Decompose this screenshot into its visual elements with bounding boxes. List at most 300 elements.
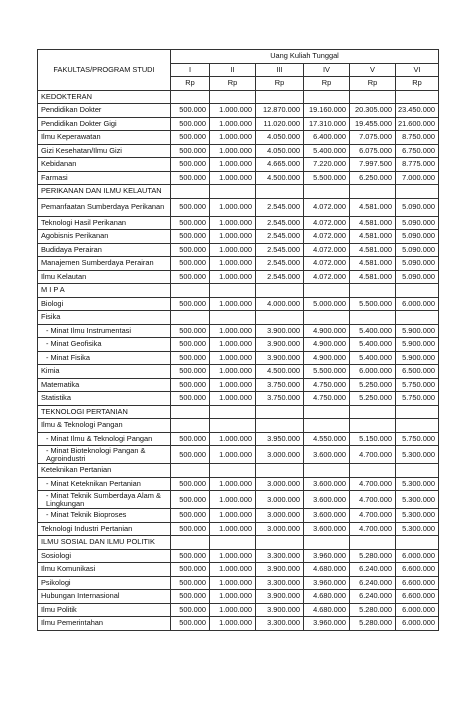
fee-cell: 1.000.000 bbox=[210, 351, 256, 365]
fee-cell: 500.000 bbox=[171, 365, 210, 379]
fee-cell: 5.900.000 bbox=[396, 338, 439, 352]
currency-header: Rp bbox=[256, 77, 304, 91]
tuition-table bbox=[37, 49, 439, 631]
fee-cell: 6.000.000 bbox=[396, 297, 439, 311]
fee-cell: 1.000.000 bbox=[210, 522, 256, 536]
empty-cell bbox=[304, 284, 350, 298]
fee-cell: 4.581.000 bbox=[350, 243, 396, 257]
fee-cell: 5.250.000 bbox=[350, 392, 396, 406]
table-row bbox=[38, 549, 439, 563]
fee-cell: 500.000 bbox=[171, 270, 210, 284]
fee-cell: 500.000 bbox=[171, 158, 210, 172]
fee-cell: 5.500.000 bbox=[304, 171, 350, 185]
fee-cell: 20.305.000 bbox=[350, 104, 396, 118]
fee-cell: 4.072.000 bbox=[304, 270, 350, 284]
program-name: - Minat Keteknikan Pertanian bbox=[38, 477, 171, 491]
fee-cell: 3.960.000 bbox=[304, 617, 350, 631]
fee-cell: 500.000 bbox=[171, 243, 210, 257]
fee-cell: 2.545.000 bbox=[256, 198, 304, 216]
fee-cell: 4.900.000 bbox=[304, 351, 350, 365]
table-row bbox=[38, 378, 439, 392]
table-row bbox=[38, 432, 439, 446]
section-row bbox=[38, 405, 439, 419]
empty-cell bbox=[210, 284, 256, 298]
level-header: I bbox=[171, 63, 210, 77]
table-row bbox=[38, 446, 439, 464]
program-name: Pendidikan Dokter bbox=[38, 104, 171, 118]
fee-cell: 500.000 bbox=[171, 563, 210, 577]
fee-cell: 1.000.000 bbox=[210, 365, 256, 379]
fee-cell: 4.072.000 bbox=[304, 230, 350, 244]
fee-cell: 3.300.000 bbox=[256, 576, 304, 590]
section-title: KEDOKTERAN bbox=[38, 90, 171, 104]
fee-cell: 3.300.000 bbox=[256, 617, 304, 631]
fee-cell: 500.000 bbox=[171, 117, 210, 131]
fee-cell: 3.900.000 bbox=[256, 324, 304, 338]
program-name: Teknologi Industri Pertanian bbox=[38, 522, 171, 536]
empty-cell bbox=[210, 419, 256, 433]
fee-cell: 500.000 bbox=[171, 198, 210, 216]
fee-cell: 6.400.000 bbox=[304, 131, 350, 145]
fee-cell: 1.000.000 bbox=[210, 563, 256, 577]
fee-cell: 1.000.000 bbox=[210, 243, 256, 257]
fee-cell: 5.090.000 bbox=[396, 270, 439, 284]
program-name: Teknologi Hasil Perikanan bbox=[38, 216, 171, 230]
program-name: Ilmu Keperawatan bbox=[38, 131, 171, 145]
table-row bbox=[38, 257, 439, 271]
table-row bbox=[38, 338, 439, 352]
fee-cell: 5.500.000 bbox=[304, 365, 350, 379]
fee-cell: 5.300.000 bbox=[396, 491, 439, 509]
table-body bbox=[38, 90, 439, 630]
empty-cell bbox=[350, 185, 396, 199]
section-title: TEKNOLOGI PERTANIAN bbox=[38, 405, 171, 419]
fee-cell: 5.400.000 bbox=[350, 338, 396, 352]
group-title: Fisika bbox=[38, 311, 171, 325]
fee-cell: 4.700.000 bbox=[350, 446, 396, 464]
fee-cell: 500.000 bbox=[171, 216, 210, 230]
currency-header: Rp bbox=[171, 77, 210, 91]
fee-cell: 6.750.000 bbox=[396, 144, 439, 158]
table-header bbox=[38, 50, 439, 91]
fee-cell: 4.581.000 bbox=[350, 230, 396, 244]
fee-cell: 1.000.000 bbox=[210, 603, 256, 617]
section-row bbox=[38, 536, 439, 550]
fee-cell: 19.455.000 bbox=[350, 117, 396, 131]
empty-cell bbox=[171, 185, 210, 199]
fee-cell: 3.950.000 bbox=[256, 432, 304, 446]
fee-cell: 2.545.000 bbox=[256, 270, 304, 284]
empty-cell bbox=[171, 405, 210, 419]
fee-cell: 4.900.000 bbox=[304, 338, 350, 352]
fee-cell: 1.000.000 bbox=[210, 378, 256, 392]
level-header: II bbox=[210, 63, 256, 77]
level-header: III bbox=[256, 63, 304, 77]
header-row-group bbox=[38, 50, 439, 64]
fee-cell: 4.500.000 bbox=[256, 171, 304, 185]
group-row bbox=[38, 311, 439, 325]
fee-cell: 500.000 bbox=[171, 576, 210, 590]
fee-cell: 4.581.000 bbox=[350, 270, 396, 284]
empty-cell bbox=[396, 536, 439, 550]
fee-cell: 1.000.000 bbox=[210, 257, 256, 271]
fee-cell: 8.775.000 bbox=[396, 158, 439, 172]
fee-cell: 3.600.000 bbox=[304, 522, 350, 536]
empty-cell bbox=[350, 419, 396, 433]
program-name: Ilmu Kelautan bbox=[38, 270, 171, 284]
program-name: - Minat Bioteknologi Pangan & Agroindustri bbox=[38, 446, 171, 464]
table-row bbox=[38, 117, 439, 131]
table-row bbox=[38, 270, 439, 284]
fee-cell: 4.550.000 bbox=[304, 432, 350, 446]
fee-cell: 500.000 bbox=[171, 617, 210, 631]
fee-cell: 500.000 bbox=[171, 297, 210, 311]
empty-cell bbox=[256, 464, 304, 478]
fee-cell: 3.900.000 bbox=[256, 563, 304, 577]
program-name: Budidaya Perairan bbox=[38, 243, 171, 257]
fee-cell: 6.500.000 bbox=[396, 365, 439, 379]
empty-cell bbox=[256, 284, 304, 298]
empty-cell bbox=[350, 90, 396, 104]
fee-cell: 5.150.000 bbox=[350, 432, 396, 446]
fee-cell: 1.000.000 bbox=[210, 576, 256, 590]
fee-cell: 500.000 bbox=[171, 378, 210, 392]
fee-cell: 4.700.000 bbox=[350, 522, 396, 536]
empty-cell bbox=[171, 419, 210, 433]
fee-cell: 5.280.000 bbox=[350, 549, 396, 563]
fee-cell: 5.090.000 bbox=[396, 198, 439, 216]
empty-cell bbox=[396, 284, 439, 298]
fee-cell: 500.000 bbox=[171, 131, 210, 145]
empty-cell bbox=[396, 90, 439, 104]
table-row bbox=[38, 297, 439, 311]
program-name: Ilmu Politik bbox=[38, 603, 171, 617]
program-name: Manajemen Sumberdaya Perairan bbox=[38, 257, 171, 271]
fee-cell: 4.680.000 bbox=[304, 563, 350, 577]
fee-cell: 6.075.000 bbox=[350, 144, 396, 158]
table-row bbox=[38, 576, 439, 590]
group-row bbox=[38, 419, 439, 433]
fee-cell: 5.900.000 bbox=[396, 324, 439, 338]
fee-cell: 5.750.000 bbox=[396, 392, 439, 406]
fee-cell: 3.000.000 bbox=[256, 509, 304, 523]
fee-cell: 500.000 bbox=[171, 432, 210, 446]
fee-cell: 4.700.000 bbox=[350, 477, 396, 491]
fee-cell: 1.000.000 bbox=[210, 509, 256, 523]
fee-cell: 1.000.000 bbox=[210, 216, 256, 230]
fee-cell: 3.000.000 bbox=[256, 491, 304, 509]
program-name: Pendidikan Dokter Gigi bbox=[38, 117, 171, 131]
program-name: - Minat Teknik Sumberdaya Alam & Lingkungan bbox=[38, 491, 171, 509]
empty-cell bbox=[171, 284, 210, 298]
empty-cell bbox=[396, 311, 439, 325]
table-row bbox=[38, 563, 439, 577]
fee-cell: 1.000.000 bbox=[210, 338, 256, 352]
fee-cell: 1.000.000 bbox=[210, 144, 256, 158]
fee-cell: 7.997.500 bbox=[350, 158, 396, 172]
fee-cell: 6.000.000 bbox=[396, 603, 439, 617]
fee-cell: 4.050.000 bbox=[256, 131, 304, 145]
fee-cell: 5.000.000 bbox=[304, 297, 350, 311]
empty-cell bbox=[256, 90, 304, 104]
section-title: PERIKANAN DAN ILMU KELAUTAN bbox=[38, 185, 171, 199]
empty-cell bbox=[256, 405, 304, 419]
fee-cell: 4.680.000 bbox=[304, 590, 350, 604]
program-name: Matematika bbox=[38, 378, 171, 392]
fee-cell: 500.000 bbox=[171, 522, 210, 536]
fee-cell: 2.545.000 bbox=[256, 257, 304, 271]
empty-cell bbox=[256, 311, 304, 325]
currency-header: Rp bbox=[350, 77, 396, 91]
section-row bbox=[38, 284, 439, 298]
program-name: - Minat Teknik Bioproses bbox=[38, 509, 171, 523]
fee-cell: 4.500.000 bbox=[256, 365, 304, 379]
empty-cell bbox=[304, 464, 350, 478]
program-name: Gizi Kesehatan/Ilmu Gizi bbox=[38, 144, 171, 158]
fee-cell: 23.450.000 bbox=[396, 104, 439, 118]
fee-cell: 3.750.000 bbox=[256, 392, 304, 406]
fee-cell: 3.750.000 bbox=[256, 378, 304, 392]
fee-cell: 500.000 bbox=[171, 338, 210, 352]
table-row bbox=[38, 230, 439, 244]
fee-cell: 6.250.000 bbox=[350, 171, 396, 185]
fee-cell: 4.665.000 bbox=[256, 158, 304, 172]
empty-cell bbox=[256, 185, 304, 199]
fee-cell: 1.000.000 bbox=[210, 432, 256, 446]
program-name: Pemanfaatan Sumberdaya Perikanan bbox=[38, 198, 171, 216]
fee-cell: 5.280.000 bbox=[350, 603, 396, 617]
table-row bbox=[38, 477, 439, 491]
fee-cell: 5.900.000 bbox=[396, 351, 439, 365]
empty-cell bbox=[350, 405, 396, 419]
fee-cell: 19.160.000 bbox=[304, 104, 350, 118]
fee-cell: 5.750.000 bbox=[396, 432, 439, 446]
program-name: Sosiologi bbox=[38, 549, 171, 563]
empty-cell bbox=[304, 405, 350, 419]
fee-cell: 5.400.000 bbox=[350, 324, 396, 338]
fee-cell: 6.000.000 bbox=[350, 365, 396, 379]
table-row bbox=[38, 198, 439, 216]
fee-cell: 1.000.000 bbox=[210, 477, 256, 491]
program-name: Hubungan Internasional bbox=[38, 590, 171, 604]
fee-cell: 1.000.000 bbox=[210, 131, 256, 145]
empty-cell bbox=[210, 311, 256, 325]
program-name: Farmasi bbox=[38, 171, 171, 185]
fee-cell: 5.090.000 bbox=[396, 243, 439, 257]
fee-cell: 5.500.000 bbox=[350, 297, 396, 311]
fee-cell: 2.545.000 bbox=[256, 230, 304, 244]
fee-cell: 3.960.000 bbox=[304, 549, 350, 563]
currency-header: Rp bbox=[396, 77, 439, 91]
fee-cell: 1.000.000 bbox=[210, 158, 256, 172]
table-row bbox=[38, 365, 439, 379]
fee-cell: 3.600.000 bbox=[304, 446, 350, 464]
section-title: ILMU SOSIAL DAN ILMU POLITIK bbox=[38, 536, 171, 550]
program-name: - Minat Ilmu & Teknologi Pangan bbox=[38, 432, 171, 446]
fee-cell: 3.600.000 bbox=[304, 491, 350, 509]
empty-cell bbox=[304, 185, 350, 199]
empty-cell bbox=[210, 464, 256, 478]
fee-cell: 3.300.000 bbox=[256, 549, 304, 563]
program-name: Ilmu Pemerintahan bbox=[38, 617, 171, 631]
fee-cell: 6.240.000 bbox=[350, 563, 396, 577]
fee-cell: 21.600.000 bbox=[396, 117, 439, 131]
empty-cell bbox=[396, 405, 439, 419]
fee-cell: 4.072.000 bbox=[304, 216, 350, 230]
currency-header: Rp bbox=[210, 77, 256, 91]
program-name: - Minat Geofisika bbox=[38, 338, 171, 352]
fee-cell: 500.000 bbox=[171, 324, 210, 338]
fee-cell: 500.000 bbox=[171, 144, 210, 158]
fee-cell: 4.750.000 bbox=[304, 378, 350, 392]
empty-cell bbox=[350, 311, 396, 325]
fee-cell: 5.300.000 bbox=[396, 509, 439, 523]
fee-cell: 1.000.000 bbox=[210, 324, 256, 338]
program-name: Kimia bbox=[38, 365, 171, 379]
table-row bbox=[38, 509, 439, 523]
fee-cell: 5.250.000 bbox=[350, 378, 396, 392]
level-header: VI bbox=[396, 63, 439, 77]
fee-cell: 500.000 bbox=[171, 104, 210, 118]
fee-cell: 3.960.000 bbox=[304, 576, 350, 590]
fee-cell: 5.300.000 bbox=[396, 522, 439, 536]
table-row bbox=[38, 590, 439, 604]
fee-cell: 1.000.000 bbox=[210, 297, 256, 311]
faculty-column-header: FAKULTAS/PROGRAM STUDI bbox=[38, 50, 171, 91]
fee-cell: 500.000 bbox=[171, 549, 210, 563]
program-name: - Minat Ilmu Instrumentasi bbox=[38, 324, 171, 338]
fee-cell: 6.600.000 bbox=[396, 563, 439, 577]
empty-cell bbox=[210, 185, 256, 199]
fee-cell: 17.310.000 bbox=[304, 117, 350, 131]
fee-cell: 4.000.000 bbox=[256, 297, 304, 311]
fee-cell: 3.000.000 bbox=[256, 477, 304, 491]
fee-cell: 4.050.000 bbox=[256, 144, 304, 158]
group-title: Ilmu & Teknologi Pangan bbox=[38, 419, 171, 433]
group-row bbox=[38, 464, 439, 478]
fee-cell: 1.000.000 bbox=[210, 446, 256, 464]
table-row bbox=[38, 131, 439, 145]
fee-cell: 500.000 bbox=[171, 230, 210, 244]
fee-cell: 6.600.000 bbox=[396, 590, 439, 604]
fee-cell: 1.000.000 bbox=[210, 549, 256, 563]
table-row bbox=[38, 351, 439, 365]
fee-cell: 1.000.000 bbox=[210, 104, 256, 118]
section-row bbox=[38, 185, 439, 199]
fee-cell: 6.240.000 bbox=[350, 576, 396, 590]
fee-cell: 1.000.000 bbox=[210, 270, 256, 284]
fee-cell: 5.090.000 bbox=[396, 230, 439, 244]
section-title: M I P A bbox=[38, 284, 171, 298]
fee-cell: 7.075.000 bbox=[350, 131, 396, 145]
table-row bbox=[38, 216, 439, 230]
fee-cell: 12.870.000 bbox=[256, 104, 304, 118]
empty-cell bbox=[350, 464, 396, 478]
fee-cell: 3.900.000 bbox=[256, 603, 304, 617]
fee-cell: 4.700.000 bbox=[350, 491, 396, 509]
fee-cell: 7.220.000 bbox=[304, 158, 350, 172]
empty-cell bbox=[210, 536, 256, 550]
empty-cell bbox=[304, 536, 350, 550]
ukt-group-header: Uang Kuliah Tunggal bbox=[171, 50, 439, 64]
fee-cell: 500.000 bbox=[171, 351, 210, 365]
empty-cell bbox=[350, 284, 396, 298]
fee-cell: 500.000 bbox=[171, 590, 210, 604]
fee-cell: 1.000.000 bbox=[210, 491, 256, 509]
empty-cell bbox=[171, 464, 210, 478]
program-name: Kebidanan bbox=[38, 158, 171, 172]
fee-cell: 4.680.000 bbox=[304, 603, 350, 617]
document-page bbox=[37, 49, 438, 631]
fee-cell: 11.020.000 bbox=[256, 117, 304, 131]
currency-header: Rp bbox=[304, 77, 350, 91]
fee-cell: 7.000.000 bbox=[396, 171, 439, 185]
fee-cell: 5.090.000 bbox=[396, 257, 439, 271]
fee-cell: 4.581.000 bbox=[350, 216, 396, 230]
fee-cell: 3.900.000 bbox=[256, 351, 304, 365]
fee-cell: 4.900.000 bbox=[304, 324, 350, 338]
empty-cell bbox=[171, 90, 210, 104]
fee-cell: 1.000.000 bbox=[210, 198, 256, 216]
fee-cell: 4.072.000 bbox=[304, 243, 350, 257]
program-name: Statistika bbox=[38, 392, 171, 406]
empty-cell bbox=[350, 536, 396, 550]
fee-cell: 500.000 bbox=[171, 603, 210, 617]
program-name: Agobisnis Perikanan bbox=[38, 230, 171, 244]
table-row bbox=[38, 104, 439, 118]
fee-cell: 5.750.000 bbox=[396, 378, 439, 392]
empty-cell bbox=[210, 90, 256, 104]
empty-cell bbox=[304, 311, 350, 325]
fee-cell: 5.300.000 bbox=[396, 477, 439, 491]
fee-cell: 4.072.000 bbox=[304, 198, 350, 216]
fee-cell: 6.000.000 bbox=[396, 549, 439, 563]
fee-cell: 1.000.000 bbox=[210, 171, 256, 185]
fee-cell: 6.600.000 bbox=[396, 576, 439, 590]
fee-cell: 6.240.000 bbox=[350, 590, 396, 604]
program-name: Ilmu Komunikasi bbox=[38, 563, 171, 577]
fee-cell: 5.400.000 bbox=[350, 351, 396, 365]
fee-cell: 4.581.000 bbox=[350, 198, 396, 216]
program-name: Psikologi bbox=[38, 576, 171, 590]
fee-cell: 5.090.000 bbox=[396, 216, 439, 230]
fee-cell: 3.000.000 bbox=[256, 522, 304, 536]
fee-cell: 3.900.000 bbox=[256, 590, 304, 604]
fee-cell: 4.700.000 bbox=[350, 509, 396, 523]
fee-cell: 1.000.000 bbox=[210, 392, 256, 406]
fee-cell: 500.000 bbox=[171, 491, 210, 509]
program-name: Biologi bbox=[38, 297, 171, 311]
empty-cell bbox=[304, 419, 350, 433]
program-name: - Minat Fisika bbox=[38, 351, 171, 365]
level-header: IV bbox=[304, 63, 350, 77]
level-header: V bbox=[350, 63, 396, 77]
fee-cell: 2.545.000 bbox=[256, 216, 304, 230]
fee-cell: 500.000 bbox=[171, 257, 210, 271]
table-row bbox=[38, 144, 439, 158]
empty-cell bbox=[256, 419, 304, 433]
empty-cell bbox=[304, 90, 350, 104]
fee-cell: 500.000 bbox=[171, 171, 210, 185]
fee-cell: 4.750.000 bbox=[304, 392, 350, 406]
fee-cell: 3.600.000 bbox=[304, 509, 350, 523]
fee-cell: 5.280.000 bbox=[350, 617, 396, 631]
fee-cell: 5.400.000 bbox=[304, 144, 350, 158]
table-row bbox=[38, 324, 439, 338]
empty-cell bbox=[256, 536, 304, 550]
fee-cell: 500.000 bbox=[171, 509, 210, 523]
fee-cell: 500.000 bbox=[171, 446, 210, 464]
